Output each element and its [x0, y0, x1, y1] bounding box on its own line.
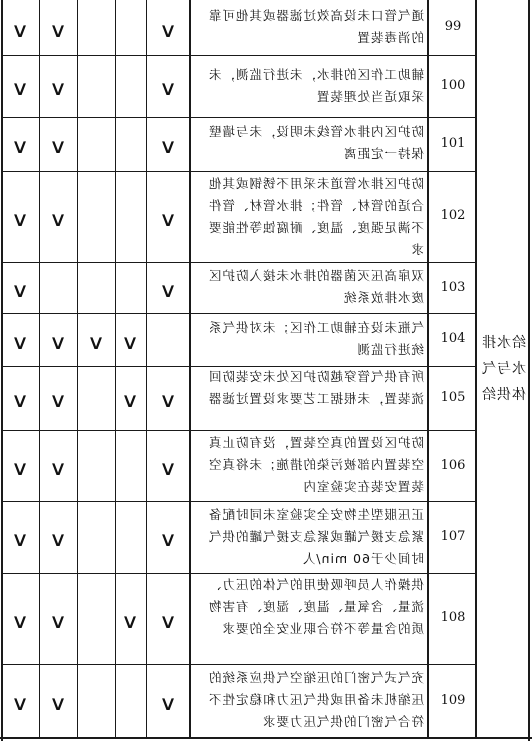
- check-mark: ∨: [10, 329, 30, 354]
- check-mark: ∨: [158, 206, 178, 231]
- requirement-text: 气瓶未设在辅助工作区；未对供气系统进行监测: [207, 320, 424, 357]
- check-mark: ∨: [10, 206, 30, 231]
- table-left-border: [1, 0, 3, 741]
- check-mark: ∨: [120, 608, 140, 633]
- row-divider: [1, 501, 477, 502]
- row-number: 99: [444, 19, 462, 34]
- check-mark: ∨: [158, 277, 178, 302]
- check-mark: ∨: [10, 527, 30, 551]
- row-number: 105: [440, 390, 466, 405]
- check-mark: ∨: [10, 17, 30, 42]
- check-mark: ∨: [48, 206, 68, 231]
- row-number: 109: [440, 693, 466, 708]
- table-bottom-border: [0, 737, 532, 739]
- row-number: 104: [440, 331, 466, 346]
- check-mark: ∨: [158, 527, 178, 551]
- column-divider: [77, 0, 78, 739]
- check-mark: ∨: [48, 76, 68, 100]
- column-divider: [146, 0, 147, 739]
- row-number: 101: [440, 136, 466, 151]
- check-mark: ∨: [48, 608, 68, 633]
- column-divider: [427, 0, 429, 739]
- check-mark: ∨: [10, 608, 30, 633]
- requirement-text: 正压服型生物安全实验室未同时配备紧急支援气罐或紧急支援气罐的供气时间少于60 min/人: [207, 507, 424, 566]
- requirement-text: 防护区排水管道未采用不锈钢或其他合适的管材、管件；排水管材、管件不满足强度、温度、耐腐蚀等性能要求: [207, 176, 424, 257]
- check-mark: ∨: [158, 134, 178, 158]
- check-mark: ∨: [48, 455, 68, 480]
- column-divider: [189, 0, 191, 739]
- row-number: 106: [440, 458, 466, 473]
- row-divider: [1, 262, 477, 263]
- row-number: 107: [440, 529, 466, 544]
- check-mark: ∨: [158, 690, 178, 715]
- column-divider: [39, 0, 40, 739]
- check-mark: ∨: [86, 329, 106, 354]
- row-number: 108: [440, 610, 466, 625]
- column-divider: [115, 0, 116, 739]
- check-mark: ∨: [48, 690, 68, 715]
- row-divider: [1, 117, 477, 118]
- check-mark: ∨: [158, 76, 178, 100]
- check-mark: ∨: [48, 527, 68, 551]
- check-mark: ∨: [10, 455, 30, 480]
- check-mark: ∨: [158, 608, 178, 633]
- requirement-text: 防护区内排水管线未明设，未与墙壁保持一定距离: [207, 124, 424, 161]
- check-mark: ∨: [120, 329, 140, 354]
- check-mark: ∨: [158, 17, 178, 42]
- requirement-text: 通气管口未设高效过滤器或其他可靠的消毒装置: [207, 8, 424, 45]
- check-mark: ∨: [48, 17, 68, 42]
- category-label: 给水排水与气体供给: [481, 335, 526, 403]
- check-mark: ∨: [10, 76, 30, 100]
- row-divider: [1, 171, 477, 172]
- check-mark: ∨: [10, 134, 30, 158]
- check-mark: ∨: [10, 690, 30, 715]
- check-mark: ∨: [48, 388, 68, 412]
- row-divider: [1, 313, 477, 314]
- check-mark: ∨: [10, 277, 30, 302]
- row-number: 102: [440, 208, 466, 223]
- row-divider: [1, 664, 477, 665]
- row-number: 100: [440, 78, 466, 93]
- check-mark: ∨: [10, 388, 30, 412]
- requirement-text: 充气式气密门的压缩空气供应系统的压缩机未备用或供气压力和稳定性不符合气密门的供气压力要求: [207, 670, 424, 729]
- check-mark: ∨: [158, 455, 178, 480]
- check-mark: ∨: [48, 134, 68, 158]
- check-mark: ∨: [158, 388, 178, 412]
- row-number: 103: [440, 280, 466, 295]
- check-mark: ∨: [48, 329, 68, 354]
- column-divider: [475, 0, 477, 739]
- row-divider: [1, 55, 477, 56]
- requirement-text: 双扉高压灭菌器的排水未接入防护区废水排放系统: [207, 268, 424, 305]
- table-right-border: [528, 0, 530, 741]
- check-mark: ∨: [120, 388, 140, 412]
- requirement-text: 防护区设置的真空装置，没有防止真空装置内部被污染的措施；未将真空装置安装在实验室内: [207, 435, 424, 494]
- requirement-text: 所有供气管穿越防护区处未安装防回流装置，未根据工艺要求设置过滤器: [207, 369, 424, 406]
- row-divider: [1, 430, 477, 431]
- requirement-text: 供操作人员呼吸使用的气体的压力、流量、含氧量、温度、湿度、有害物质的含量等不符合职业安全的要求: [207, 577, 424, 636]
- requirement-text: 辅助工作区的排水，未进行监测，未采取适当处理装置: [207, 67, 424, 104]
